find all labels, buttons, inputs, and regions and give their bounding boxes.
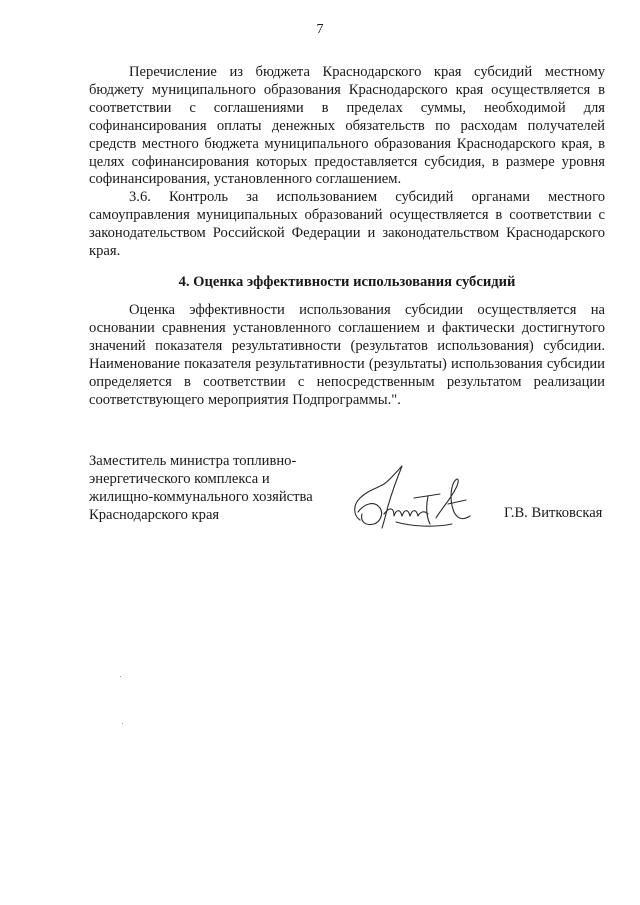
section-heading: 4. Оценка эффективности использования субсидий — [178, 274, 516, 290]
paragraph-control-usage: 3.6. Контроль за использованием субсидий органами местного самоуправления муниципальных образований осуществляется в соответствии с законодательством Российской Федерации и законодательством Краснодарского края. — [89, 189, 605, 259]
signer-position-line: Краснодарского края — [89, 507, 220, 523]
scan-speck — [120, 676, 121, 677]
signer-position — [89, 452, 349, 524]
signer-position-line: Заместитель министра топливно- — [89, 453, 297, 469]
paragraph-efficiency-evaluation: Оценка эффективности использования субсидии осуществляется на основании сравнения установленного соглашением и фактически достигнутого значений показателя результативности (результатов использования) субсидии. Наименование показателя результативности (результаты) использования субсидии определяется в соответствии с непосредственным результатом реализации соответствующего мероприятия Подпрограммы.". — [89, 302, 605, 408]
signer-position-line: энергетического комплекса и — [89, 471, 270, 487]
paragraph-transfer-subsidies: Перечисление из бюджета Краснодарского края субсидий местному бюджету муниципального образования Краснодарского края осуществляется в соответствии с соглашениями в пределах суммы, необходимой для софинансирования оплаты денежных обязательств по расходам получателей средств местного бюджета муниципального образования Краснодарского края, в целях софинансирования которых предоставляется субсидия, в размере уровня софинансирования, установленного соглашением. — [89, 64, 605, 188]
signer-name: Г.В. Витковская — [504, 505, 603, 521]
page-number: 7 — [316, 22, 324, 37]
scan-speck — [122, 723, 123, 724]
handwritten-signature — [340, 458, 490, 538]
signer-position-line: жилищно-коммунального хозяйства — [89, 489, 313, 505]
